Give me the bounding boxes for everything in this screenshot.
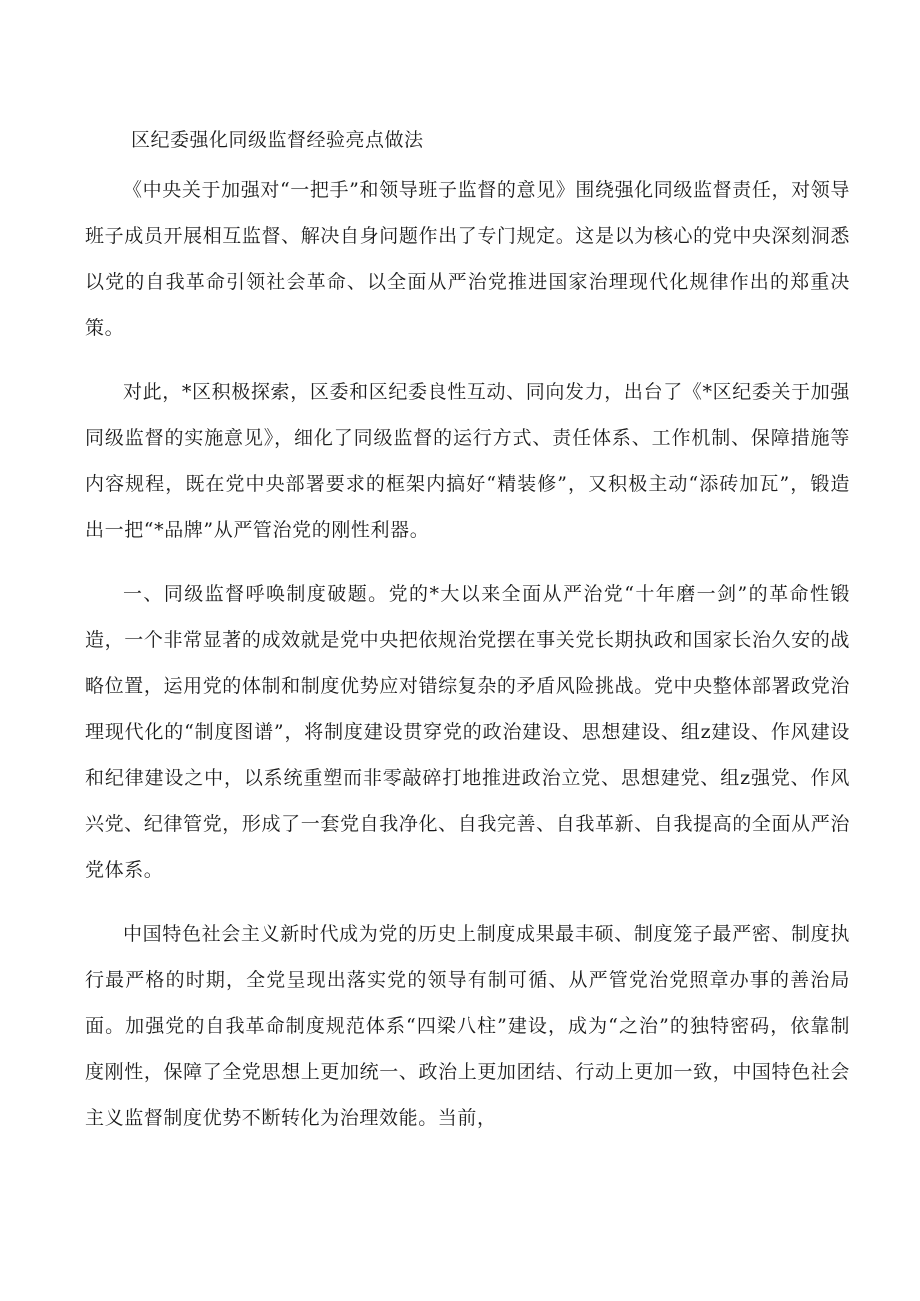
paragraph-1: 《中央关于加强对“一把手”和领导班子监督的意见》围绕强化同级监督责任，对领导班子成员开展相互监督、解决自身问题作出了专门规定。这是以为核心的党中央深刻洞悉以党的自我革命引领社会革命、以全面从严治党推进国家治理现代化规律作出的郑重决策。 <box>85 179 850 339</box>
document-title: 区纪委强化同级监督经验亮点做法 <box>131 129 424 151</box>
paragraph-2: 对此，*区积极探索，区委和区纪委良性互动、同向发力，出台了《*区纪委关于加强同级监督的实施意见》，细化了同级监督的运行方式、责任体系、工作机制、保障措施等内容规程，既在党中央部署要求的框架内搞好“精装修”，又积极主动“添砖加瓦”，锻造出一把“*品牌”从严管治党的刚性利器。 <box>85 381 850 541</box>
paragraph-4: 中国特色社会主义新时代成为党的历史上制度成果最丰硕、制度笼子最严密、制度执行最严格的时期，全党呈现出落实党的领导有制可循、从严管党治党照章办事的善治局面。加强党的自我革命制度规范体系“四梁八柱”建设，成为“之治”的独特密码，依靠制度刚性，保障了全党思想上更加统一、政治上更加团结、行动上更加一致，中国特色社会主义监督制度优势不断转化为治理效能。当前， <box>85 923 850 1129</box>
paragraph-3: 一、同级监督呼唤制度破题。党的*大以来全面从严治党“十年磨一剑”的革命性锻造，一个非常显著的成效就是党中央把依规治党摆在事关党长期执政和国家长治久安的战略位置，运用党的体制和制度优势应对错综复杂的矛盾风险挑战。党中央整体部署政党治理现代化的“制度图谱”，将制度建设贯穿党的政治建设、思想建设、组z建设、作风建设和纪律建设之中，以系统重塑而非零敲碎打地推进政治立党、思想建党、组z强党、作风兴党、纪律管党，形成了一套党自我净化、自我完善、自我革新、自我提高的全面从严治党体系。 <box>85 583 850 881</box>
document-body <box>85 167 850 1159</box>
